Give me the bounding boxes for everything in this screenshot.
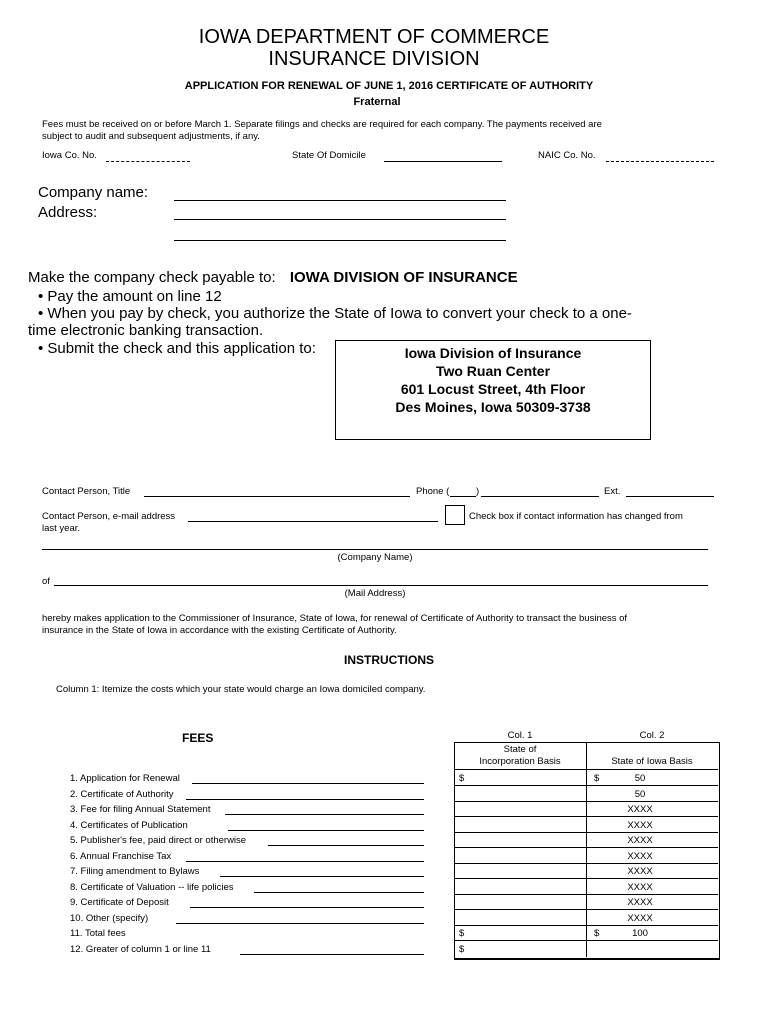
payable-line — [28, 269, 518, 286]
col2-dollar-sign: $ — [594, 928, 600, 939]
col2-fee-value: 50 — [634, 773, 646, 784]
col1-dollar-sign: $ — [459, 928, 465, 939]
iowa-co-input[interactable] — [106, 161, 190, 162]
phone-area-input[interactable] — [450, 496, 476, 497]
bullet-check-conversion-cont: time electronic banking transaction. — [28, 322, 264, 339]
fee-row-label: 9. Certificate of Deposit — [70, 897, 169, 908]
fee-row-leader-line — [186, 861, 424, 862]
fee-row-label: 3. Fee for filing Annual Statement — [70, 804, 211, 815]
application-mail-address-input[interactable] — [54, 585, 708, 586]
col2-fee-value: XXXX — [627, 881, 653, 893]
state-domicile-input[interactable] — [384, 161, 502, 162]
fee-row-leader-line — [176, 923, 424, 924]
payee-name: IOWA DIVISION OF INSURANCE — [289, 269, 518, 286]
fee-row-leader-line — [240, 954, 424, 955]
fee-row-leader-line — [190, 907, 424, 908]
col1-fee-input[interactable] — [455, 771, 585, 785]
contact-changed-checkbox[interactable] — [445, 505, 465, 525]
col1-fee-input[interactable] — [455, 895, 585, 909]
ext-label: Ext. — [604, 486, 621, 497]
col2-fee-value: XXXX — [627, 897, 653, 908]
form-subtitle: APPLICATION FOR RENEWAL OF JUNE 1, 2016 CERTIFICATE OF AUTHORITY — [184, 80, 594, 92]
fee-row-label: 12. Greater of column 1 or line 11 — [70, 943, 211, 955]
col2-dollar-sign: $ — [594, 773, 600, 784]
form-type: Fraternal — [353, 96, 401, 108]
col1-fee-input[interactable] — [455, 802, 585, 816]
iowa-co-label: Iowa Co. No. — [42, 150, 97, 161]
bullet-pay-amount: • Pay the amount on line 12 — [38, 288, 222, 305]
title-line1: IOWA DEPARTMENT OF COMMERCE — [198, 26, 550, 48]
instructions-column1: Column 1: Itemize the costs which your state would charge an Iowa domiciled company. — [56, 684, 426, 695]
col2-fee-value: XXXX — [627, 819, 653, 831]
col1-dollar-sign: $ — [459, 943, 465, 955]
col2-title: Col. 2 — [639, 730, 665, 741]
col2-fee-value: XXXX — [627, 850, 653, 862]
col2-fee-value: XXXX — [627, 835, 653, 846]
address-line: Two Ruan Center — [435, 363, 551, 379]
col1-fee-input[interactable] — [455, 787, 585, 801]
bullet-submit: • Submit the check and this application to: — [38, 340, 316, 357]
col2-fee-value: 50 — [634, 788, 646, 800]
checkbox-label: Check box if contact information has changed from — [469, 511, 683, 522]
phone-label: Phone ( — [416, 486, 450, 497]
col1-subheader — [454, 744, 586, 768]
instructions-heading: INSTRUCTIONS — [344, 653, 434, 667]
fee-row-label: 4. Certificates of Publication — [70, 819, 188, 831]
fee-row-leader-line — [225, 814, 424, 815]
fees-heading: FEES — [182, 731, 214, 745]
fee-row-leader-line — [254, 892, 424, 893]
col1-fee-input[interactable] — [455, 911, 585, 925]
payable-label: Make the company check payable to: — [28, 269, 276, 286]
col1-fee-input[interactable] — [455, 926, 585, 940]
company-name-label: Company name: — [38, 184, 149, 201]
fee-row-label: 1. Application for Renewal — [70, 773, 180, 784]
title-line2: INSURANCE DIVISION — [268, 48, 480, 70]
address-label: Address: — [38, 204, 98, 221]
col1-dollar-sign: $ — [459, 773, 465, 784]
col2-fee-value: 100 — [632, 928, 648, 939]
fee-row-label: 7. Filing amendment to Bylaws — [70, 866, 200, 877]
col1-sub2: Incorporation Basis — [479, 756, 561, 767]
application-company-name-input[interactable] — [42, 549, 708, 550]
mail-address-caption: (Mail Address) — [344, 588, 406, 599]
col2-fee-value: XXXX — [627, 866, 653, 877]
col2-fee-value: XXXX — [627, 804, 653, 815]
col1-fee-input[interactable] — [455, 818, 585, 832]
contact-email-input[interactable] — [188, 521, 438, 522]
statement-line2: insurance in the State of Iowa in accordance with the existing Certificate of Authority. — [42, 625, 397, 636]
header-title — [0, 26, 748, 70]
fee-row-leader-line — [220, 876, 424, 877]
col1-sub1: State of — [503, 744, 537, 755]
fee-row-leader-line — [192, 783, 424, 784]
phone-input[interactable] — [481, 496, 599, 497]
fees-notice-line2: subject to audit and subsequent adjustments, if any. — [42, 131, 260, 142]
col1-fee-input[interactable] — [455, 864, 585, 878]
header-rule — [454, 769, 718, 770]
fee-row-leader-line — [186, 799, 424, 800]
col2-fee-value: XXXX — [627, 912, 653, 924]
col1-fee-input[interactable] — [455, 942, 585, 956]
phone-close: ) — [476, 486, 480, 497]
fee-row-label: 8. Certificate of Valuation -- life policies — [70, 881, 234, 893]
col2-subheader: State of Iowa Basis — [611, 756, 693, 767]
address-input-line2[interactable] — [174, 240, 506, 241]
fee-row-label: 2. Certificate of Authority — [70, 788, 174, 800]
col1-fee-input[interactable] — [455, 880, 585, 894]
state-domicile-label: State Of Domicile — [292, 150, 366, 161]
col1-fee-input[interactable] — [455, 849, 585, 863]
contact-email-label: Contact Person, e-mail address — [42, 511, 176, 522]
fee-row-leader-line — [228, 830, 424, 831]
naic-input[interactable] — [606, 161, 714, 162]
address-input-line1[interactable] — [174, 219, 506, 220]
fees-notice-line1: Fees must be received on or before March 1. Separate filings and checks are required for each company. The payments received are — [42, 119, 602, 130]
company-name-caption: (Company Name) — [337, 552, 413, 563]
address-line: 601 Locust Street, 4th Floor — [400, 381, 586, 397]
mailing-address-box — [335, 340, 651, 440]
contact-title-label: Contact Person, Title — [42, 486, 131, 497]
fee-row-leader-line — [268, 845, 424, 846]
company-name-input[interactable] — [174, 200, 506, 201]
ext-input[interactable] — [626, 496, 714, 497]
contact-title-input[interactable] — [144, 496, 410, 497]
checkbox-label-cont: last year. — [42, 523, 81, 534]
of-label: of — [42, 576, 50, 587]
fee-row-label: 11. Total fees — [70, 928, 126, 939]
fee-row-label: 6. Annual Franchise Tax — [70, 850, 172, 862]
fee-row-label: 5. Publisher's fee, paid direct or otherwise — [70, 835, 247, 846]
naic-label: NAIC Co. No. — [538, 150, 596, 161]
statement-line1: hereby makes application to the Commissioner of Insurance, State of Iowa, for renewal of Certificate of Authority to transact the business of — [42, 613, 628, 624]
col1-title: Col. 1 — [507, 730, 533, 741]
address-line: Iowa Division of Insurance — [404, 345, 582, 361]
address-line: Des Moines, Iowa 50309-3738 — [395, 399, 591, 415]
col1-fee-input[interactable] — [455, 833, 585, 847]
bullet-check-conversion: • When you pay by check, you authorize the State of Iowa to convert your check to a one- — [38, 305, 632, 322]
mailing-address-lines — [336, 344, 650, 416]
fee-row-label: 10. Other (specify) — [70, 912, 149, 924]
